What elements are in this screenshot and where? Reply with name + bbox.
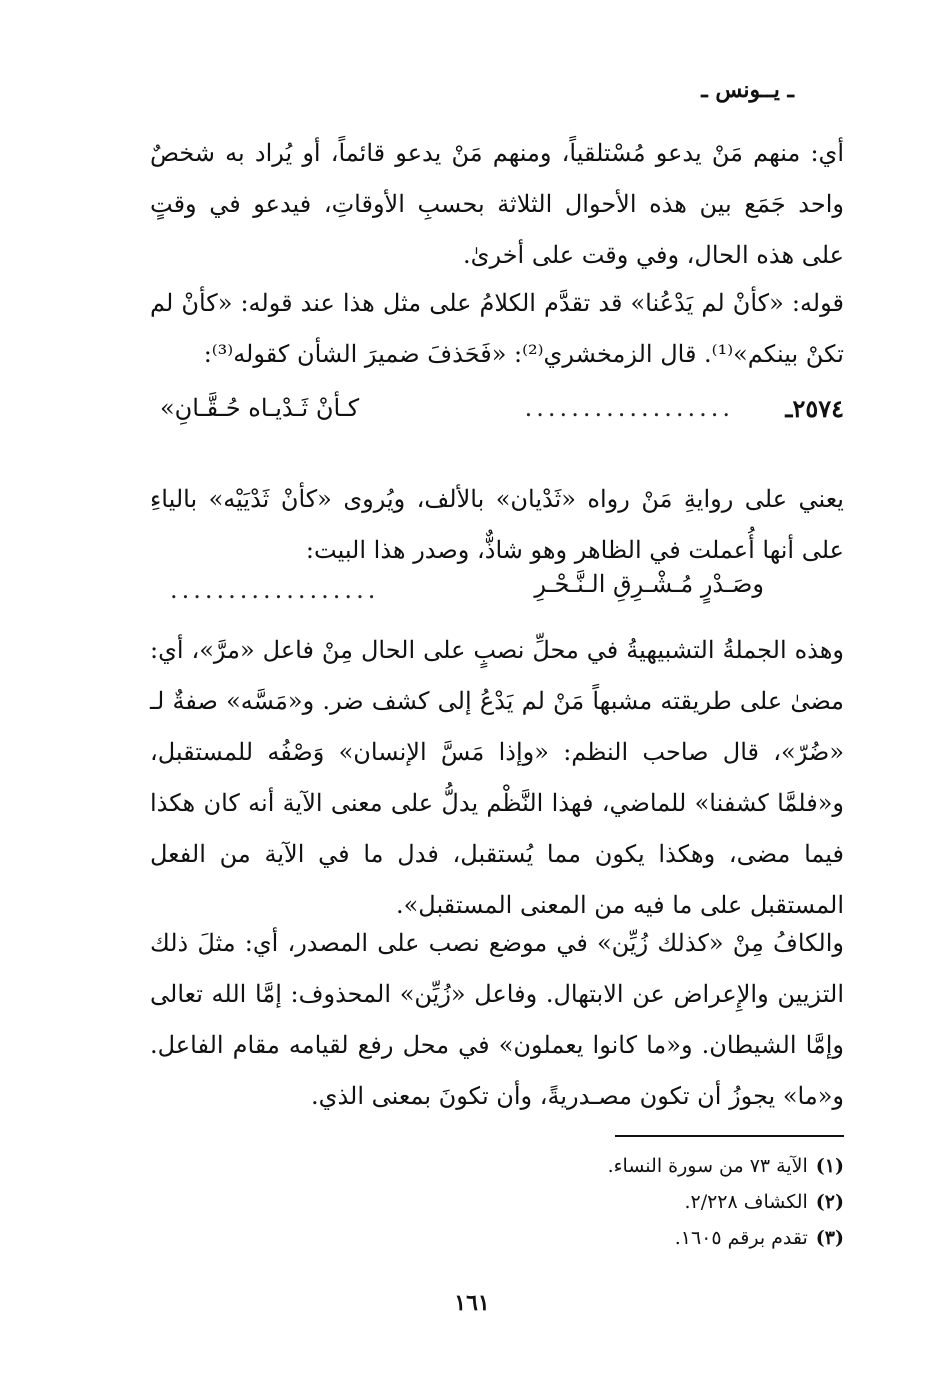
paragraph-5: والكافُ مِنْ «كذلك زُيِّن» في موضع نصب على المصدر، أي: مثلَ ذلك التزيين والإِعراض عن الابتهال. وفاعل «زُيِّن» المحذوف: إمَّا الله تعالى وإمَّا الشيطان. و«ما كانوا يعملون» في محل رفع لقيامه مقام الفاعل. و«ما» يجوزُ أن تكون مصـدريةً، وأن تكونَ بمعنى الذي. [150,929,844,1110]
footnote-number: (٣) [815,1227,844,1249]
footnote-number: (١) [815,1155,844,1177]
verse-2574 [150,386,844,436]
paragraph-3: يعني على روايةِ مَنْ رواه «ثَدْيان» بالألف، ويُروى «كأنْ ثَدْيَيْه» بالياءِ على أنها أُعملت في الظاهر وهو شاذٌّ، وصدر هذا البيت: [150,485,844,564]
verse-elided-hemistich: .................. [170,576,380,604]
paragraph-1: أي: منهم مَنْ يدعو مُسْتلقياً، ومنهم مَنْ يدعو قائماً، أو يُراد به شخصٌ واحد جَمَع بين هذه الأحوال الثلاثة بحسبِ الأوقاتِ، فيدعو في وقتٍ على هذه الحال، وفي وقت على أخرىٰ. [150,139,844,269]
footnote-text: الآية ٧٣ من سورة النساء. [607,1155,808,1177]
footnote-3 [450,1220,844,1256]
footnotes [450,1148,844,1256]
verse-hemistich: وصَـدْرٍ مُـشْـرِقِ الـنَّـحْـرِ [534,570,764,598]
verse-elided-hemistich: .................. [524,394,734,422]
footnote-2 [450,1184,844,1220]
verse-hemistich: كـأنْ ثَـدْيـاه حُـقَّـانِ» [160,394,360,422]
paragraph-4: وهذه الجملةُ التشبيهيةُ في محلِّ نصبٍ على الحال مِنْ فاعل «مرَّ»، أي: مضىٰ على طريقته مشبهاً مَنْ لم يَدْعُ إلى كشف ضر. و«مَسَّه» صفةٌ لـ «ضُرّ»، قال صاحب النظم: «وإذا مَسَّ الإنسان» وَصْفُه للمستقبل، و«فلمَّا كشفنا» للماضي، فهذا النَّظْم يدلُّ على معنى الآية أنه كان هكذا فيما مضى، وهكذا يكون مما يُستقبل، فدل ما في الآية من الفعل المستقبل على ما فيه من المعنى المستقبل». [150,636,844,919]
footnote-text: تقدم برقم ١٦٠٥. [674,1227,808,1249]
paragraph-2: قوله: «كأنْ لم يَدْعُنا» قد تقدَّم الكلامُ على مثل هذا عند قوله: «كأنْ لم تكنْ بينكم»⁽¹⁾. قال الزمخشري⁽²⁾: «فَحَذفَ ضميرَ الشأن كقوله⁽³⁾: [150,289,844,368]
footnote-divider [615,1135,844,1137]
footnote-1 [450,1148,844,1184]
footnote-number: (٢) [815,1191,844,1213]
verse-number: ٢٥٧٤ـ [785,394,844,423]
page-number: ١٦١ [454,1290,490,1316]
running-head: ـ يــونس ـ [701,77,794,103]
verse-opening [150,562,844,612]
footnote-text: الكشاف ٢/٢٢٨. [684,1191,808,1213]
